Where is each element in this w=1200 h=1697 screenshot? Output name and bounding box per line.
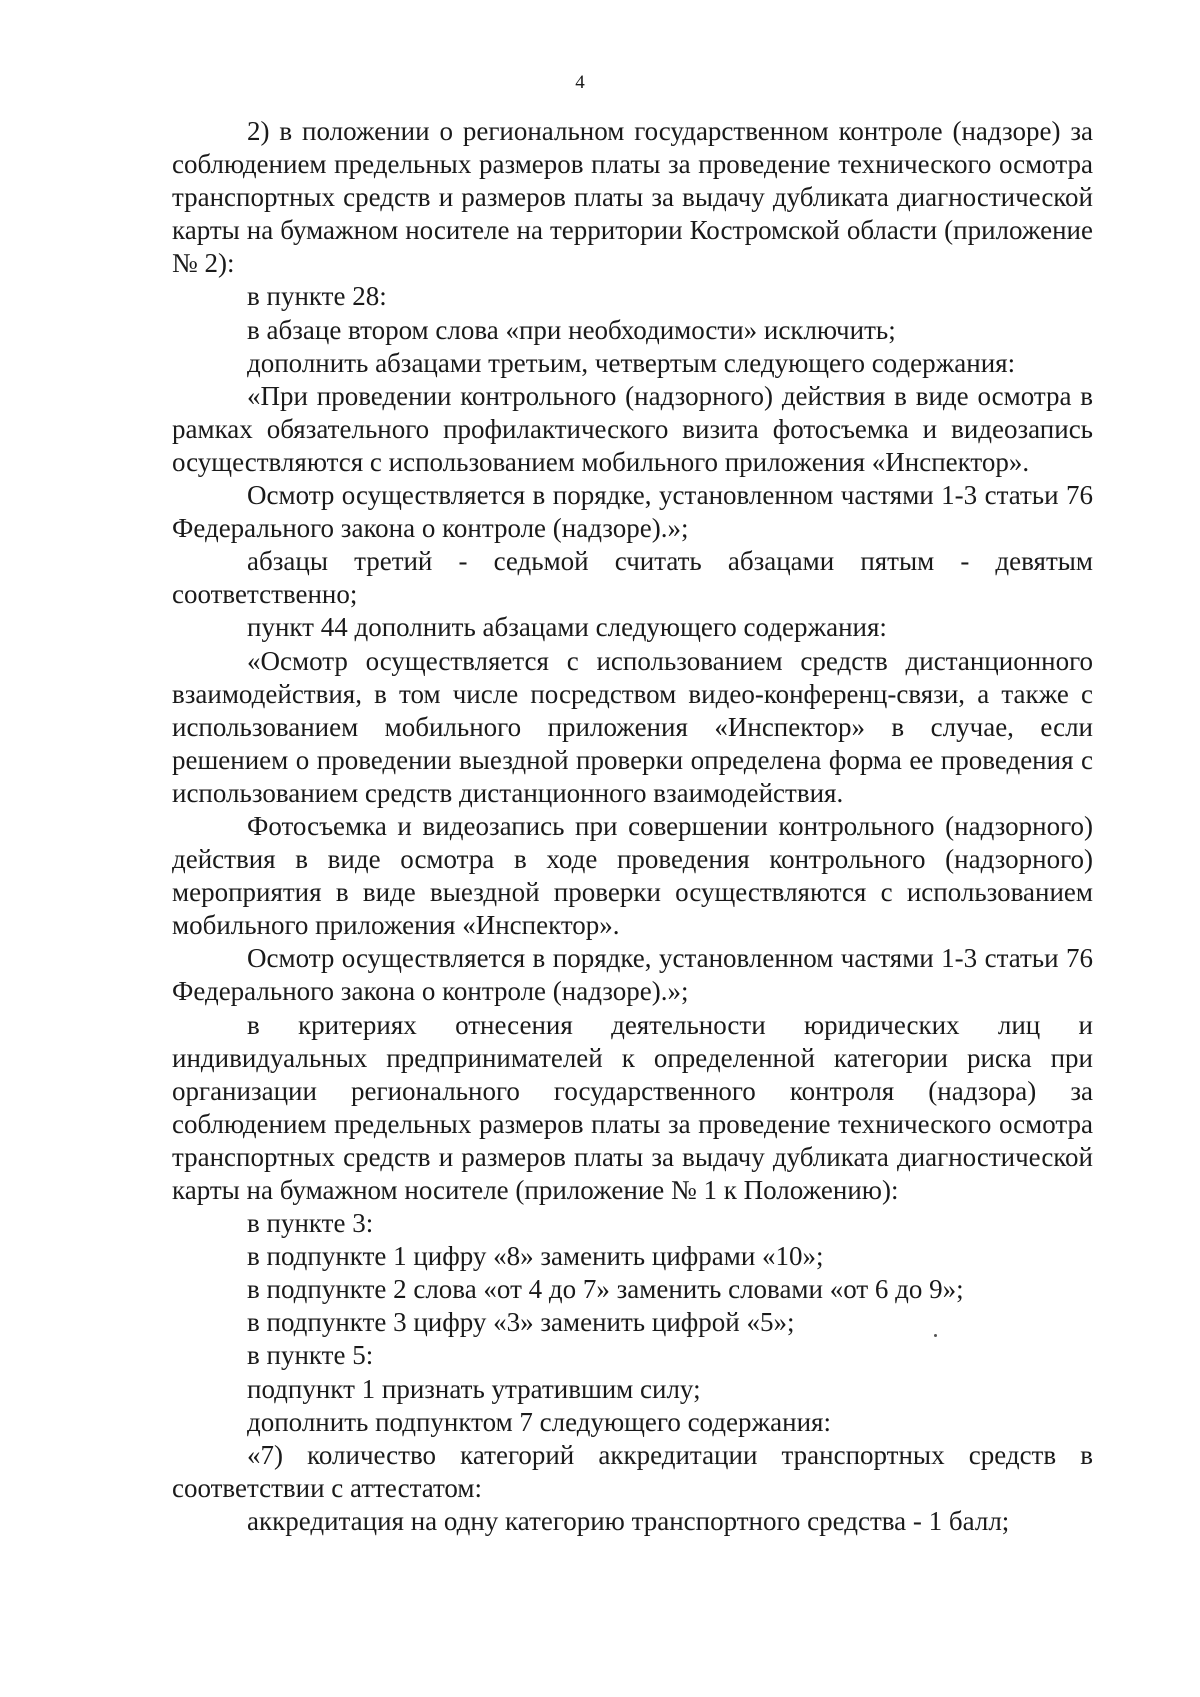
paragraph: в пункте 5: — [247, 1340, 374, 1371]
paragraph: в абзаце втором слова «при необходимости» исключить; — [247, 314, 896, 345]
paragraph: подпункт 1 признать утратившим силу; — [247, 1373, 701, 1404]
paragraph: в подпункте 3 цифру «3» заменить цифрой «5»; — [247, 1307, 795, 1338]
paragraph: в критериях отнесения деятельности юридических лиц и индивидуальных предпринимателей к определенной категории риска при организации регионального государственного контроля (надзора) за соблюдением предельных размеров платы за проведение технического осмотра транспортных средств и размеров платы за выдачу дубликата диагностической карты на бумажном носителе (приложение № 1 к Положению): — [172, 1009, 1093, 1205]
paragraph: в подпункте 2 слова «от 4 до 7» заменить словами «от 6 до 9»; — [247, 1274, 964, 1305]
scan-speck — [934, 1334, 937, 1337]
document-body — [172, 115, 1093, 1538]
paragraph: аккредитация на одну категорию транспортного средства - 1 балл; — [247, 1505, 1010, 1536]
page-number: 4 — [575, 72, 585, 93]
paragraph: 2) в положении о региональном государственном контроле (надзоре) за соблюдением предельных размеров платы за проведение технического осмотра транспортных средств и размеров платы за выдачу дубликата диагностической карты на бумажном носителе на территории Костромской области (приложение № 2): — [172, 116, 1093, 279]
paragraph: в подпункте 1 цифру «8» заменить цифрами «10»; — [247, 1241, 824, 1272]
paragraph: «7) количество категорий аккредитации транспортных средств в соответствии с аттестатом: — [172, 1439, 1093, 1503]
paragraph: «Осмотр осуществляется с использованием средств дистанционного взаимодействия, в том числе посредством видео-конференц-связи, а также с использованием мобильного приложения «Инспектор» в случае, если решением о проведении выездной проверки определена форма ее проведения с использованием средств дистанционного взаимодействия. — [172, 645, 1093, 808]
paragraph: пункт 44 дополнить абзацами следующего содержания: — [247, 612, 887, 643]
paragraph: дополнить подпунктом 7 следующего содержания: — [247, 1406, 831, 1437]
paragraph: Фотосъемка и видеозапись при совершении контрольного (надзорного) действия в виде осмотра в ходе проведения контрольного (надзорного) мероприятия в виде выездной проверки осуществляются с использованием мобильного приложения «Инспектор». — [172, 810, 1093, 941]
paragraph: Осмотр осуществляется в порядке, установленном частями 1-3 статьи 76 Федерального закона о контроле (надзоре).»; — [172, 943, 1093, 1007]
paragraph: «При проведении контрольного (надзорного) действия в виде осмотра в рамках обязательного профилактического визита фотосъемка и видеозапись осуществляются с использованием мобильного приложения «Инспектор». — [172, 380, 1093, 477]
paragraph: Осмотр осуществляется в порядке, установленном частями 1-3 статьи 76 Федерального закона о контроле (надзоре).»; — [172, 480, 1093, 544]
paragraph: в пункте 28: — [247, 281, 387, 312]
paragraph: абзацы третий - седьмой считать абзацами пятым - девятым соответственно; — [172, 546, 1093, 610]
paragraph: в пункте 3: — [247, 1208, 374, 1239]
paragraph: дополнить абзацами третьим, четвертым следующего содержания: — [247, 347, 1016, 378]
